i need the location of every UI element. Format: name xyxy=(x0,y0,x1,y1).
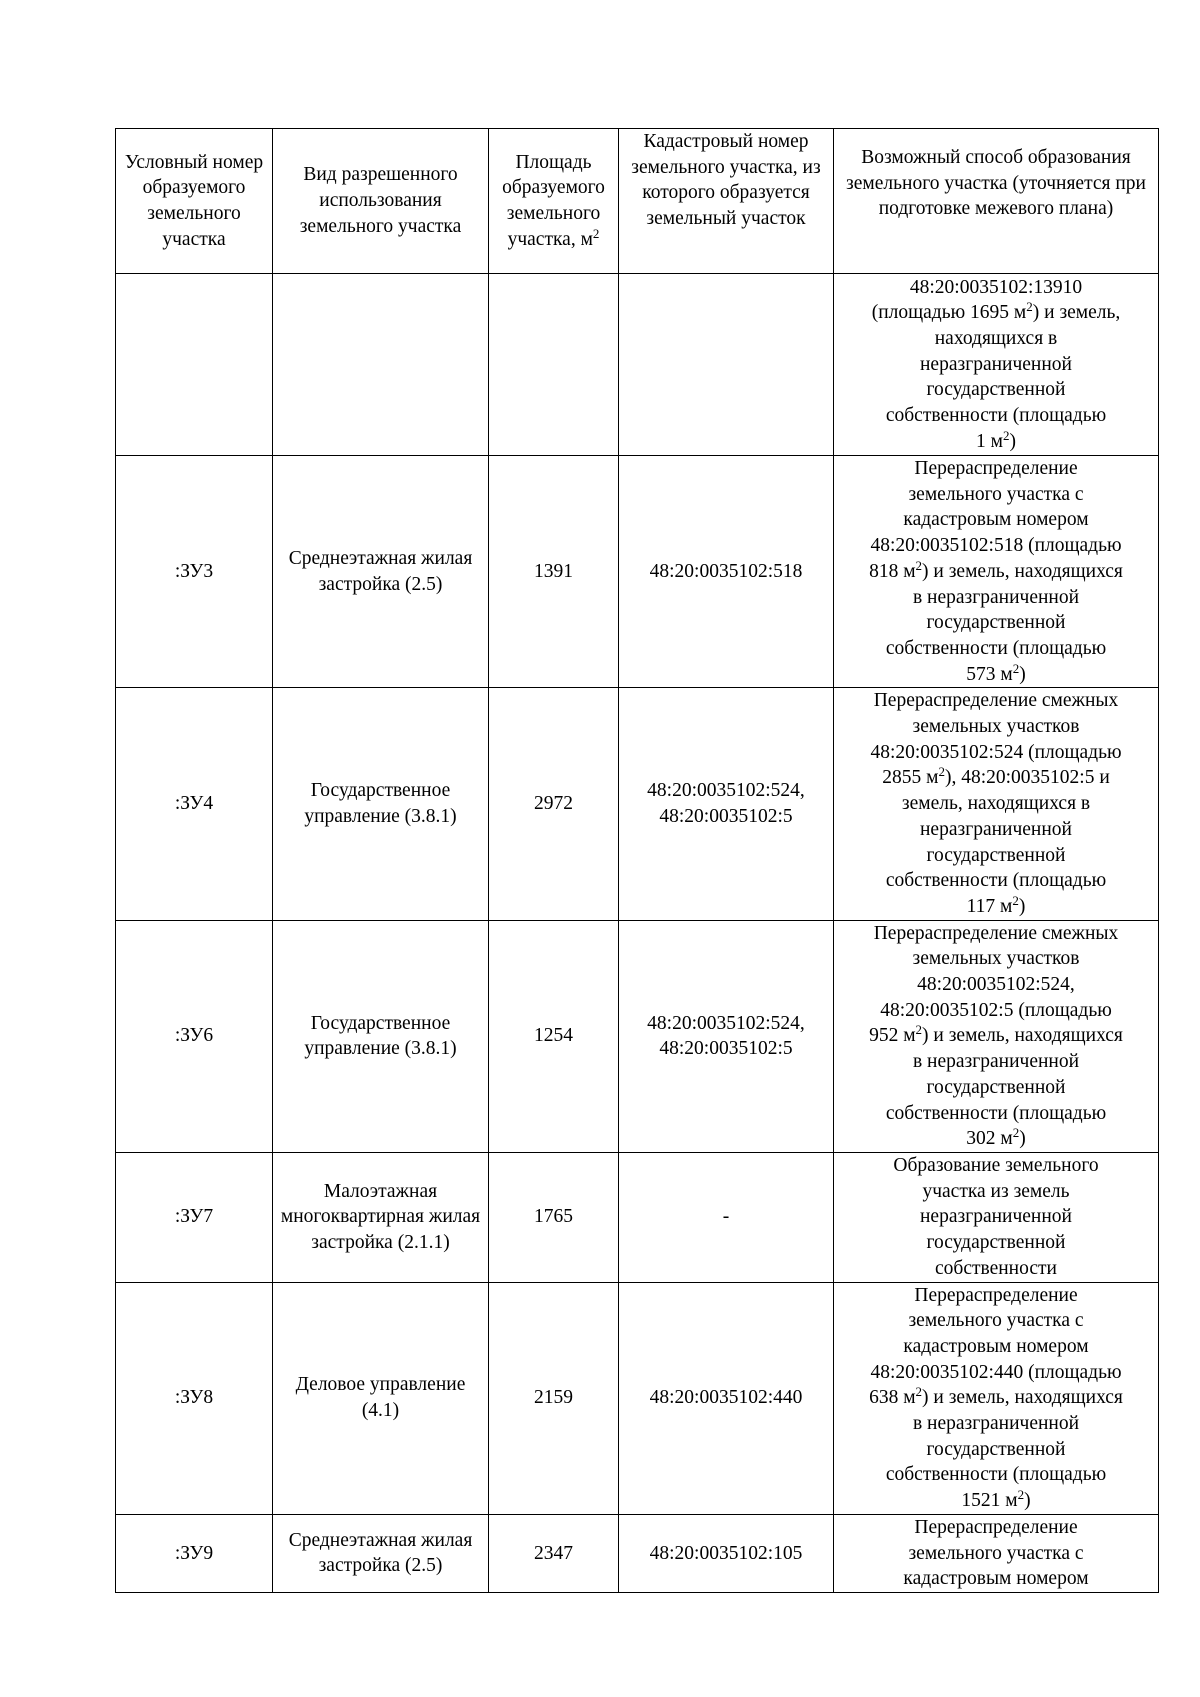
method-text: ) xyxy=(1019,663,1026,685)
table-row xyxy=(116,274,1159,456)
method-text: ) и земель, находящихся в неразграниченной государственной собственности (площадью 1521 м xyxy=(885,1387,1123,1512)
header-method: Возможный способ образования земельного участка (уточняется при подготовке межевого плана) xyxy=(834,129,1159,274)
method-sup: 2 xyxy=(915,1022,923,1038)
cell-area: 1765 xyxy=(489,1152,619,1282)
method-text: ) xyxy=(1019,1128,1026,1150)
header-use: Вид разрешенного использования земельного участка xyxy=(273,129,489,274)
table-body xyxy=(116,274,1159,1593)
header-cadastral: Кадастровый номер земельного участка, из которого образуется земельный участок xyxy=(619,129,834,274)
method-text: ) xyxy=(1024,1490,1031,1512)
method-sup: 2 xyxy=(1017,1487,1025,1503)
cell-method xyxy=(834,1282,1159,1514)
cell-use: Среднеэтажная жилая застройка (2.5) xyxy=(273,1514,489,1592)
cell-cadastral: - xyxy=(619,1152,834,1282)
method-text: Образование земельного участка из земель неразграниченной государственной собственности xyxy=(893,1154,1099,1279)
method-text: ) и земель, находящихся в неразграниченной государственной собственности (площадью 1 м xyxy=(885,302,1121,452)
cell-use xyxy=(273,274,489,456)
cell-cadastral: 48:20:0035102:105 xyxy=(619,1514,834,1592)
table-row xyxy=(116,920,1159,1152)
table-row xyxy=(116,456,1159,688)
cell-area: 1254 xyxy=(489,920,619,1152)
cell-use: Государственное управление (3.8.1) xyxy=(273,920,489,1152)
cell-area: 1391 xyxy=(489,456,619,688)
table-row xyxy=(116,1282,1159,1514)
method-text: Перераспределение земельного участка с кадастровым номером xyxy=(903,1516,1089,1590)
cell-number: :ЗУ8 xyxy=(116,1282,273,1514)
cell-number: :ЗУ9 xyxy=(116,1514,273,1592)
cell-method xyxy=(834,274,1159,456)
method-sup: 2 xyxy=(1012,1125,1020,1141)
table-row xyxy=(116,1514,1159,1592)
cell-method xyxy=(834,1514,1159,1592)
method-sup: 2 xyxy=(1012,892,1019,908)
cell-use: Деловое управление (4.1) xyxy=(273,1282,489,1514)
cell-cadastral: 48:20:0035102:524, 48:20:0035102:5 xyxy=(619,920,834,1152)
cell-area: 2159 xyxy=(489,1282,619,1514)
method-text: ), 48:20:0035102:5 и земель, находящихся в неразграниченной государственной собственности (площадью 117 м xyxy=(885,767,1110,917)
method-sup: 2 xyxy=(915,557,923,573)
method-text: ) и земель, находящихся в неразграниченной государственной собственности (площадью 573 м xyxy=(885,560,1123,685)
table-row xyxy=(116,688,1159,920)
cell-cadastral: 48:20:0035102:518 xyxy=(619,456,834,688)
method-sup: 2 xyxy=(1002,427,1010,443)
method-sup: 2 xyxy=(1026,299,1033,315)
method-text: Перераспределение земельного участка с кадастровым номером 48:20:0035102:518 (площадью 818 м xyxy=(869,458,1122,582)
cell-number: :ЗУ7 xyxy=(116,1152,273,1282)
table-header-row xyxy=(116,129,1159,274)
cell-cadastral: 48:20:0035102:524, 48:20:0035102:5 xyxy=(619,688,834,920)
cell-use: Государственное управление (3.8.1) xyxy=(273,688,489,920)
cell-area xyxy=(489,274,619,456)
cell-method xyxy=(834,688,1159,920)
cell-area: 2972 xyxy=(489,688,619,920)
table-row xyxy=(116,1152,1159,1282)
header-area-label: Площадь образуемого земельного участка, м xyxy=(502,151,605,250)
method-text: Перераспределение земельного участка с кадастровым номером 48:20:0035102:440 (площадью 638 м xyxy=(869,1284,1122,1409)
method-text: ) и земель, находящихся в неразграниченной государственной собственности (площадью 302 м xyxy=(885,1025,1123,1150)
method-text: ) xyxy=(1009,430,1016,452)
header-area-unit-sup: 2 xyxy=(592,225,600,241)
cell-number: :ЗУ4 xyxy=(116,688,273,920)
cell-method xyxy=(834,456,1159,688)
cell-cadastral xyxy=(619,274,834,456)
cell-use: Малоэтажная многоквартирная жилая застройка (2.1.1) xyxy=(273,1152,489,1282)
cell-method xyxy=(834,920,1159,1152)
cell-area: 2347 xyxy=(489,1514,619,1592)
cell-use: Среднеэтажная жилая застройка (2.5) xyxy=(273,456,489,688)
method-sup: 2 xyxy=(938,764,945,780)
method-sup: 2 xyxy=(915,1384,923,1400)
cell-method xyxy=(834,1152,1159,1282)
cell-number: :ЗУ3 xyxy=(116,456,273,688)
method-text: Перераспределение смежных земельных участков 48:20:0035102:524, 48:20:0035102:5 (площадью 952 м xyxy=(869,922,1119,1047)
cell-number xyxy=(116,274,273,456)
header-area xyxy=(489,129,619,274)
method-sup: 2 xyxy=(1012,660,1020,676)
cell-cadastral: 48:20:0035102:440 xyxy=(619,1282,834,1514)
method-text: ) xyxy=(1018,895,1026,917)
method-text: Перераспределение смежных земельных участков 48:20:0035102:524 (площадью 2855 м xyxy=(870,690,1122,789)
method-text: 48:20:0035102:13910 (площадью 1695 м xyxy=(871,276,1083,324)
header-number: Условный номер образуемого земельного участка xyxy=(116,129,273,274)
cell-number: :ЗУ6 xyxy=(116,920,273,1152)
land-plots-table xyxy=(115,128,1159,1593)
